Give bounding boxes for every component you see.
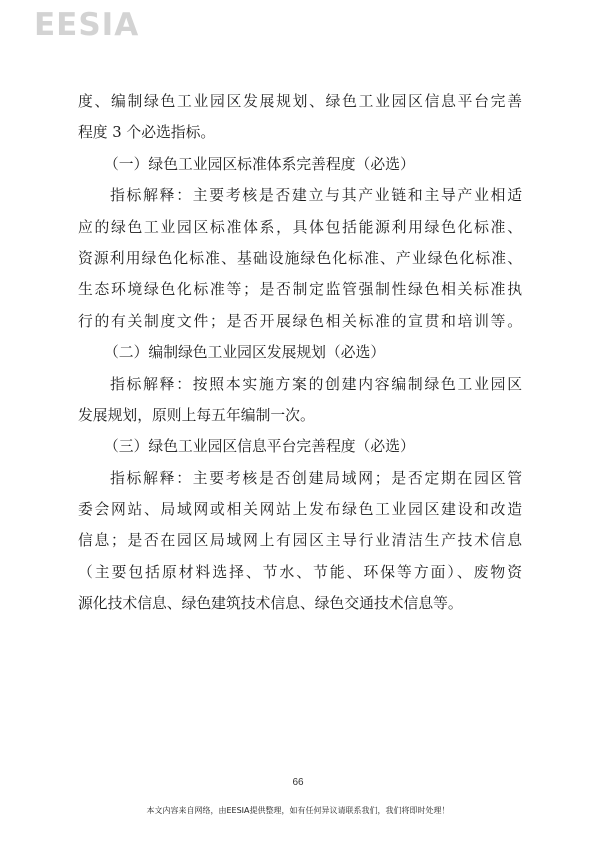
footer-disclaimer: 本文内容来自网络，由EESIA提供整理，如有任何异议请联系我们，我们将即时处理！ bbox=[146, 806, 450, 815]
paragraph-line: 行的有关制度文件；是否开展绿色相关标准的宣贯和培训等。 bbox=[78, 312, 522, 330]
paragraph-line: 指标解释：主要考核是否创建局域网；是否定期在园区管 bbox=[110, 469, 522, 487]
paragraph-line: 指标解释：按照本实施方案的创建内容编制绿色工业园区 bbox=[110, 375, 522, 393]
paragraph-line: 委会网站、局域网或相关网站上发布绿色工业园区建设和改造 bbox=[78, 501, 522, 519]
paragraph-line: 发展规划，原则上每五年编制一次。 bbox=[78, 406, 315, 424]
paragraph-line: 信息；是否在园区局域网上有园区主导行业清洁生产技术信息 bbox=[78, 532, 522, 550]
paragraph-line: （主要包括原材料选择、节水、节能、环保等方面）、废物资 bbox=[78, 563, 522, 581]
page-number: 66 bbox=[292, 777, 304, 788]
paragraph-line: 度、编制绿色工业园区发展规划、绿色工业园区信息平台完善 bbox=[78, 93, 522, 110]
paragraph-line: 源化技术信息、绿色建筑技术信息、绿色交通技术信息等。 bbox=[78, 595, 463, 613]
eesia-logo: EESIA bbox=[34, 7, 140, 43]
section-heading-3: （三）绿色工业园区信息平台完善程度（必选） bbox=[104, 438, 415, 456]
section-heading-1: （一）绿色工业园区标准体系完善程度（必选） bbox=[104, 155, 415, 173]
paragraph-line: 生态环境绿色化标准等；是否制定监管强制性绿色相关标准执 bbox=[78, 281, 522, 299]
paragraph-line: 程度 3 个必选指标。 bbox=[78, 124, 216, 142]
section-heading-2: （二）编制绿色工业园区发展规划（必选） bbox=[104, 344, 386, 362]
paragraph-line: 资源利用绿色化标准、基础设施绿色化标准、产业绿色化标准、 bbox=[78, 249, 522, 267]
paragraph-line: 应的绿色工业园区标准体系，具体包括能源利用绿色化标准、 bbox=[78, 218, 522, 236]
paragraph-line: 指标解释：主要考核是否建立与其产业链和主导产业相适 bbox=[110, 187, 522, 205]
document-body bbox=[78, 86, 522, 620]
